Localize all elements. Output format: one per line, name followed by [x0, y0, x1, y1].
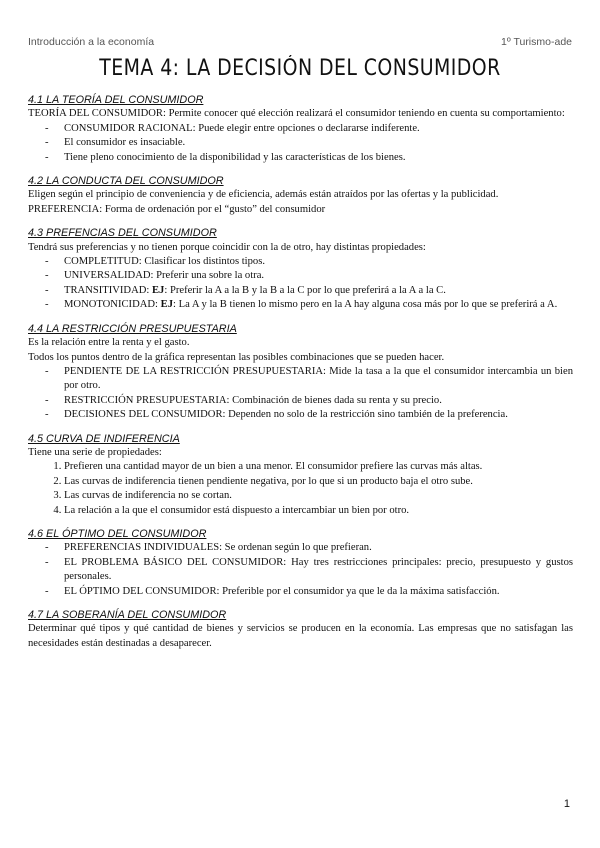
- page-number: 1: [563, 798, 570, 810]
- section-title: 4.4 LA RESTRICCIÓN PRESUPUESTARIA: [28, 322, 237, 335]
- list-item: - El consumidor es insaciable.: [64, 136, 573, 150]
- page-title: TEMA 4: LA DECISIÓN DEL CONSUMIDOR: [99, 56, 501, 81]
- bullet-list: [28, 122, 573, 165]
- list-item: 4. La relación a la que el consumidor está dispuesto a intercambiar un bien por otro.: [64, 504, 573, 518]
- numbered-list: [28, 460, 573, 518]
- paragraph: Determinar qué tipos y qué cantidad de bienes y servicios se producen en la economía. Las empresas que no satisfagan las necesidades están destinadas a desaparecer.: [28, 623, 573, 649]
- section-4-3: [28, 226, 573, 312]
- bullet-list: [28, 255, 573, 313]
- list-item: 1. Prefieren una cantidad mayor de un bien a una menor. El consumidor prefiere las curvas más altas.: [64, 460, 573, 474]
- list-item: - Tiene pleno conocimiento de la disponibilidad y las características de los bienes.: [64, 151, 573, 165]
- bullet-list: [28, 365, 573, 423]
- section-title: 4.2 LA CONDUCTA DEL CONSUMIDOR: [28, 175, 224, 188]
- section-title: 4.3 PREFENCIAS DEL CONSUMIDOR: [28, 227, 217, 240]
- course-name: Introducción a la economía: [28, 36, 155, 48]
- section-4-4: [28, 322, 573, 423]
- list-item: - TRANSITIVIDAD: EJ: Preferir la A a la B y la B a la C por lo que preferirá a la A a la C.: [64, 284, 573, 298]
- list-item: - PENDIENTE DE LA RESTRICCIÓN PRESUPUESTARIA: Mide la tasa a la que el consumidor intercambia un bien por otro.: [64, 365, 573, 394]
- paragraph: Todos los puntos dentro de la gráfica representan las posibles combinaciones que se pueden hacer.: [28, 351, 445, 363]
- list-item: - EL ÓPTIMO DEL CONSUMIDOR: Preferible por el consumidor ya que le da la máxima satisfacción.: [64, 585, 573, 599]
- section-4-2: [28, 174, 573, 217]
- section-title: 4.1 LA TEORÍA DEL CONSUMIDOR: [28, 94, 204, 106]
- list-item: 3. Las curvas de indiferencia no se cortan.: [64, 489, 573, 503]
- page-header: [28, 36, 572, 50]
- list-item: - UNIVERSALIDAD: Preferir una sobre la otra.: [64, 269, 573, 283]
- section-4-5: [28, 432, 573, 518]
- list-item: 2. Las curvas de indiferencia tienen pendiente negativa, por lo que si un producto baja el otro sube.: [64, 475, 573, 489]
- paragraph: Eligen según el principio de conveniencia y de eficiencia, además están atraídos por las ofertas y la publicidad.: [28, 189, 499, 201]
- section-4-1: [28, 93, 573, 165]
- course-group: 1º Turismo-ade: [501, 36, 572, 48]
- section-title: 4.6 EL ÓPTIMO DEL CONSUMIDOR: [28, 527, 207, 540]
- section-4-6: [28, 527, 573, 599]
- paragraph: TEORÍA DEL CONSUMIDOR: Permite conocer qué elección realizará el consumidor teniendo en cuenta su comportamiento:: [28, 108, 565, 120]
- list-item: - MONOTONICIDAD: EJ: La A y la B tienen lo mismo pero en la A hay alguna cosa más por lo que se preferirá a A.: [64, 298, 573, 312]
- section-title: 4.7 LA SOBERANÍA DEL CONSUMIDOR: [28, 609, 227, 621]
- document-body: [28, 93, 573, 660]
- section-4-7: [28, 608, 573, 651]
- paragraph: Tiene una serie de propiedades:: [28, 446, 162, 458]
- list-item: - DECISIONES DEL CONSUMIDOR: Dependen no solo de la restricción sino también de la preferencia.: [64, 408, 573, 422]
- list-item: - COMPLETITUD: Clasificar los distintos tipos.: [64, 255, 573, 269]
- list-item: - RESTRICCIÓN PRESUPUESTARIA: Combinación de bienes dada su renta y su precio.: [64, 394, 573, 408]
- list-item: - EL PROBLEMA BÁSICO DEL CONSUMIDOR: Hay tres restricciones principales: precio, presupuesto y gustos personales.: [64, 556, 573, 585]
- paragraph: Es la relación entre la renta y el gasto.: [28, 337, 190, 349]
- bullet-list: [28, 541, 573, 599]
- list-item: - CONSUMIDOR RACIONAL: Puede elegir entre opciones o declararse indiferente.: [64, 122, 573, 136]
- section-title: 4.5 CURVA DE INDIFERENCIA: [28, 432, 180, 445]
- paragraph: PREFERENCIA: Forma de ordenación por el “gusto” del consumidor: [28, 203, 326, 215]
- paragraph: Tendrá sus preferencias y no tienen porque coincidir con la de otro, hay distintas propiedades:: [28, 241, 426, 253]
- list-item: - PREFERENCIAS INDIVIDUALES: Se ordenan según lo que prefieran.: [64, 541, 573, 555]
